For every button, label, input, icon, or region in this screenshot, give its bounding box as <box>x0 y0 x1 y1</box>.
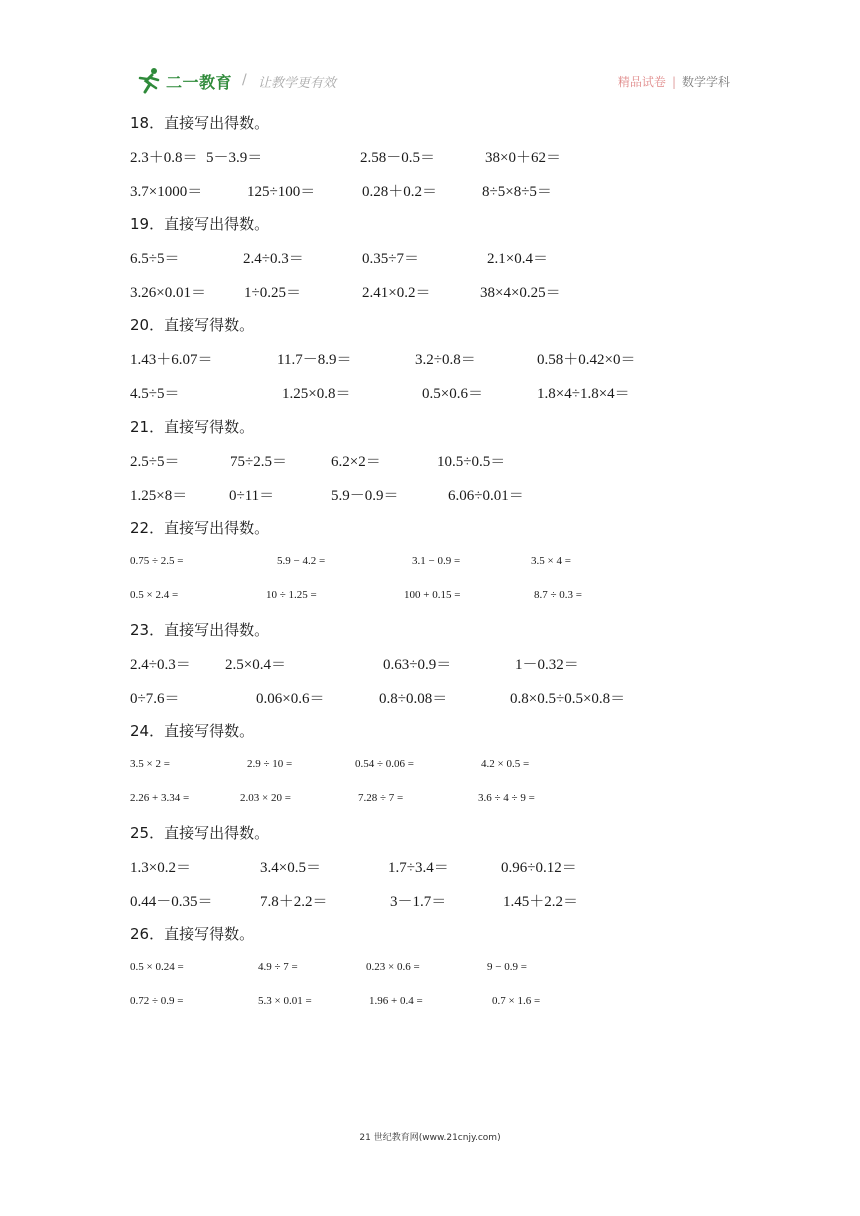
equation-row <box>0 754 860 774</box>
equation-item: 0.96÷0.12＝ <box>501 860 577 876</box>
equation-item: 6.2×2＝ <box>331 454 381 470</box>
header-subject: 数学学科 <box>681 75 730 89</box>
equation-item: 2.58－0.5＝ <box>360 150 436 166</box>
equation-item: 3－1.7＝ <box>390 894 447 910</box>
equation-item: 0.7 × 1.6 = <box>492 995 541 1007</box>
equation-item: 4.5÷5＝ <box>130 386 180 402</box>
equation-item: 6.06÷0.01＝ <box>448 488 524 504</box>
equation-row <box>0 856 860 876</box>
equation-item: 1.25×8＝ <box>130 488 188 504</box>
equation-row <box>0 450 860 470</box>
equation-item: 0.44－0.35＝ <box>130 894 213 910</box>
equation-item: 0.54 ÷ 0.06 = <box>355 758 414 770</box>
equation-item: 0.28＋0.2＝ <box>362 184 438 200</box>
equation-item: 11.7－8.9＝ <box>277 352 352 368</box>
equation-item: 3.5 × 4 = <box>531 555 571 567</box>
equation-item: 10.5÷0.5＝ <box>437 454 506 470</box>
equation-item: 5.9－0.9＝ <box>331 488 399 504</box>
equation-item: 2.4÷0.3＝ <box>130 657 191 673</box>
equation-item: 125÷100＝ <box>247 184 316 200</box>
problem-title: 19．直接写出得数。 <box>130 215 270 233</box>
equation-item: 1÷0.25＝ <box>244 285 301 301</box>
equation-item: 0÷11＝ <box>229 488 275 504</box>
equation-item: 0.35÷7＝ <box>362 251 419 267</box>
header-tag: 精品试卷 <box>617 75 666 89</box>
equation-item: 8÷5×8÷5＝ <box>482 184 552 200</box>
equation-item: 5－3.9＝ <box>206 150 263 166</box>
equation-item: 0.58＋0.42×0＝ <box>537 352 636 368</box>
equation-row <box>0 146 860 166</box>
equation-item: 0÷7.6＝ <box>130 691 180 707</box>
problem-title: 21．直接写得数。 <box>130 418 255 436</box>
equation-item: 2.1×0.4＝ <box>487 251 548 267</box>
equation-row <box>0 788 860 808</box>
equation-item: 38×4×0.25＝ <box>480 285 561 301</box>
equation-item: 10 ÷ 1.25 = <box>266 589 317 601</box>
equation-item: 1.7÷3.4＝ <box>388 860 449 876</box>
equation-item: 0.5×0.6＝ <box>422 386 483 402</box>
equation-item: 1.96 + 0.4 = <box>369 995 423 1007</box>
equation-row <box>0 551 860 571</box>
equation-item: 0.5 × 2.4 = <box>130 589 179 601</box>
equation-item: 3.7×1000＝ <box>130 184 203 200</box>
equation-item: 2.3＋0.8＝ <box>130 150 198 166</box>
runner-logo-icon <box>134 66 164 96</box>
equation-item: 2.26 + 3.34 = <box>130 792 190 804</box>
problem-title: 25．直接写出得数。 <box>130 824 270 842</box>
equation-item: 0.5 × 0.24 = <box>130 961 184 973</box>
equation-item: 2.5×0.4＝ <box>225 657 286 673</box>
equation-item: 3.26×0.01＝ <box>130 285 206 301</box>
equation-row <box>0 348 860 368</box>
equation-item: 3.2÷0.8＝ <box>415 352 476 368</box>
equation-item: 0.8×0.5÷0.5×0.8＝ <box>510 691 626 707</box>
equation-item: 0.75 ÷ 2.5 = <box>130 555 184 567</box>
equation-item: 0.8÷0.08＝ <box>379 691 448 707</box>
equation-row <box>0 180 860 200</box>
equation-item: 0.06×0.6＝ <box>256 691 325 707</box>
problem-title: 23．直接写出得数。 <box>130 621 270 639</box>
equation-item: 6.5÷5＝ <box>130 251 180 267</box>
equation-item: 75÷2.5＝ <box>230 454 287 470</box>
equation-row <box>0 957 860 977</box>
equation-item: 3.6 ÷ 4 ÷ 9 = <box>478 792 535 804</box>
equation-item: 2.5÷5＝ <box>130 454 180 470</box>
equation-item: 1.3×0.2＝ <box>130 860 191 876</box>
equation-item: 4.2 × 0.5 = <box>481 758 530 770</box>
equation-row <box>0 281 860 301</box>
equation-item: 2.03 × 20 = <box>240 792 291 804</box>
logo-divider: / <box>242 72 247 88</box>
equation-row <box>0 687 860 707</box>
equation-item: 1.25×0.8＝ <box>282 386 351 402</box>
page-header <box>0 0 860 100</box>
logo-text: 二一教育 <box>166 73 233 92</box>
equation-item: 7.28 ÷ 7 = <box>358 792 404 804</box>
equation-item: 3.1 − 0.9 = <box>412 555 461 567</box>
problem-title: 22．直接写出得数。 <box>130 519 270 537</box>
header-right <box>618 73 730 90</box>
equation-item: 9 − 0.9 = <box>487 961 527 973</box>
equation-item: 5.3 × 0.01 = <box>258 995 312 1007</box>
equation-item: 38×0＋62＝ <box>485 150 561 166</box>
equation-row <box>0 247 860 267</box>
equation-item: 0.72 ÷ 0.9 = <box>130 995 184 1007</box>
equation-row <box>0 585 860 605</box>
equation-item: 1.45＋2.2＝ <box>503 894 579 910</box>
equation-item: 1－0.32＝ <box>515 657 579 673</box>
problem-title: 18．直接写出得数。 <box>130 114 270 132</box>
problem-title: 24．直接写得数。 <box>130 722 255 740</box>
equation-item: 1.8×4÷1.8×4＝ <box>537 386 630 402</box>
problem-title: 20．直接写得数。 <box>130 316 255 334</box>
equation-item: 8.7 ÷ 0.3 = <box>534 589 582 601</box>
problem-title: 26．直接写得数。 <box>130 925 255 943</box>
equation-item: 0.63÷0.9＝ <box>383 657 452 673</box>
equation-row <box>0 382 860 402</box>
equation-row <box>0 653 860 673</box>
equation-item: 3.5 × 2 = <box>130 758 170 770</box>
equation-row <box>0 484 860 504</box>
header-slogan: 让教学更有效 <box>258 76 337 91</box>
equation-item: 3.4×0.5＝ <box>260 860 321 876</box>
equation-row <box>0 991 860 1011</box>
equation-item: 1.43＋6.07＝ <box>130 352 213 368</box>
equation-row <box>0 890 860 910</box>
equation-item: 2.4÷0.3＝ <box>243 251 304 267</box>
equation-item: 0.23 × 0.6 = <box>366 961 420 973</box>
header-separator: | <box>671 75 676 89</box>
equation-item: 2.41×0.2＝ <box>362 285 431 301</box>
page-footer: 21 世纪教育网(www.21cnjy.com) <box>359 1133 501 1143</box>
equation-item: 7.8＋2.2＝ <box>260 894 328 910</box>
equation-item: 2.9 ÷ 10 = <box>247 758 293 770</box>
equation-item: 100 + 0.15 = <box>404 589 461 601</box>
equation-item: 5.9 − 4.2 = <box>277 555 326 567</box>
equation-item: 4.9 ÷ 7 = <box>258 961 298 973</box>
